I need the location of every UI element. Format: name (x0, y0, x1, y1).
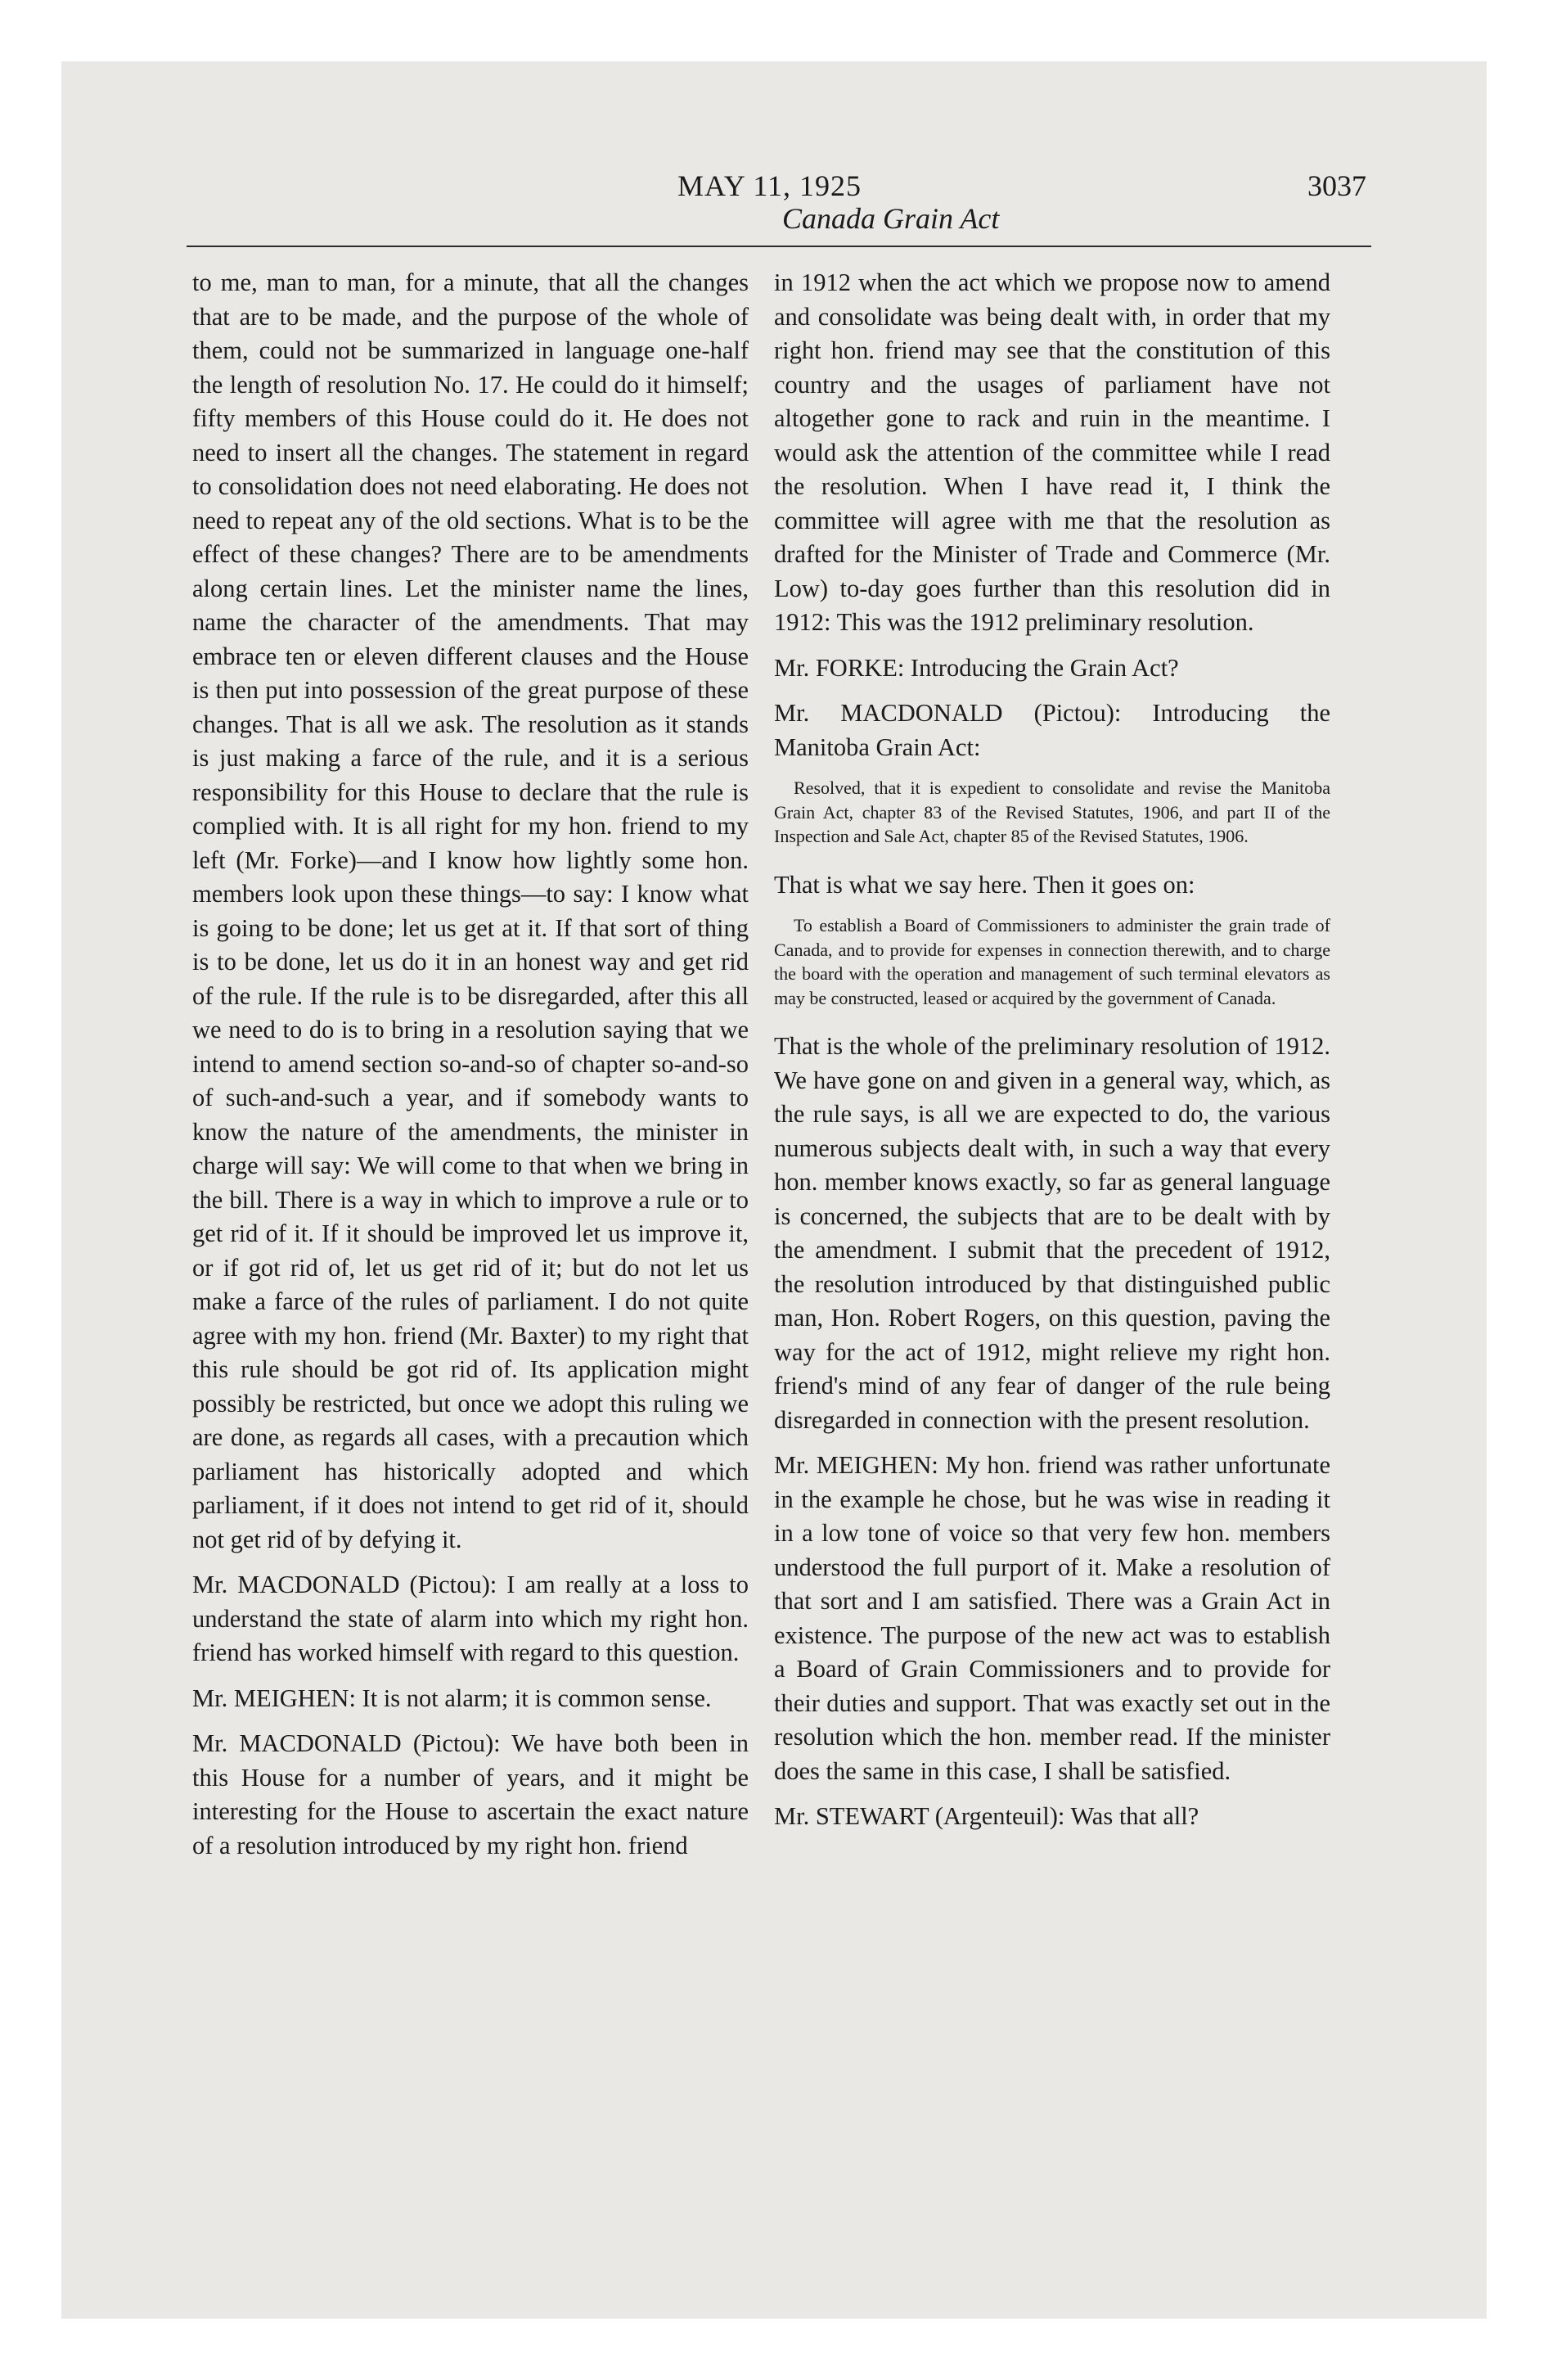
header-date: MAY 11, 1925 (677, 169, 862, 202)
paragraph: to me, man to man, for a minute, that all the changes that are to be made, and the purpose of the whole of them, could not be summarized in language one-half the length of resolution No. 17. He could do it himself; fifty members of this House could do it. He does not need to insert all the changes. The statement in regard to consolidation does not need elaborating. He does not need to repeat any of the old sections. What is to be the effect of these changes? There are to be amendments along certain lines. Let the minister name the lines, name the character of the amendments. That may embrace ten or eleven different clauses and the House is then put into possession of the great purpose of these changes. That is all we ask. The resolution as it stands is just making a farce of the rule, and it is a serious responsibility for this House to declare that the rule is complied with. It is all right for my hon. friend to my left (Mr. Forke)—and I know how lightly some hon. members look upon these things—to say: I know what is going to be done; let us get at it. If that sort of thing is to be done, let us do it in an honest way and get rid of the rule. If the rule is to be disregarded, after this all we need to do is to bring in a resolution saying that we intend to amend section so-and-so of chapter so-and-so of such-and-such a year, and if somebody wants to know the nature of the amendments, the minister in charge will say: We will come to that when we bring in the bill. There is a way in which to improve a rule or to get rid of it. If it should be improved let us improve it, or if got rid of, let us get rid of it; but do not let us make a farce of the rules of parliament. I do not quite agree with my hon. friend (Mr. Baxter) to my right that this rule should be got rid of. Its application might possibly be restricted, but once we adopt this ruling we are done, as regards all cases, with a precaution which parliament has historically adopted and which parliament, if it does not intend to get rid of it, should not get rid of by defying it. (192, 268, 749, 1553)
paragraph: in 1912 when the act which we propose now to amend and consolidate was being dealt with, in order that my right hon. friend may see that the constitution of this country and the usages of parliament have not altogether gone to rack and ruin in the meantime. I would ask the attention of the committee while I read the resolution. When I have read it, I think the committee will agree with me that the resolution as drafted for the Minister of Trade and Commerce (Mr. Low) to-day goes further than this resolution did in 1912: This was the 1912 preliminary resolution. (774, 268, 1330, 636)
paragraph: Mr. MACDONALD (Pictou): We have both been in this House for a number of years, and it might be interesting for the House to ascertain the exact nature of a resolution introduced by my right hon. friend (192, 1729, 749, 1859)
right-column (774, 266, 1330, 1846)
quoted-resolution: To establish a Board of Commissioners to administer the grain trade of Canada, and to provide for expenses in connection therewith, and to charge the board with the operation and management of such terminal elevators as may be constructed, leased or acquired by the government of Canada. (774, 915, 1330, 1008)
paragraph: Mr. FORKE: Introducing the Grain Act? (774, 653, 1179, 682)
paragraph: Mr. MACDONALD (Pictou): Introducing the Manitoba Grain Act: (774, 699, 1330, 761)
paragraph: That is what we say here. Then it goes on: (774, 870, 1195, 899)
paragraph: That is the whole of the preliminary resolution of 1912. We have gone on and given in a general way, which, as the rule says, is all we are expected to do, the various numerous subjects dealt with, in such a way that every hon. member knows exactly, so far as general language is concerned, the subjects that are to be dealt with by the amendment. I submit that the precedent of 1912, the resolution introduced by that distinguished public man, Hon. Robert Rogers, on this question, paving the way for the act of 1912, might relieve my right hon. friend's mind of any fear of danger of the rule being disregarded in connection with the present resolution. (774, 1032, 1330, 1434)
left-column (192, 266, 749, 1874)
paragraph: Mr. MACDONALD (Pictou): I am really at a loss to understand the state of alarm into which my right hon. friend has worked himself with regard to this question. (192, 1571, 749, 1666)
header-topic: Canada Grain Act (782, 202, 1000, 235)
page-number: 3037 (1307, 169, 1366, 202)
page-header (187, 160, 1371, 247)
paragraph: Mr. STEWART (Argenteuil): Was that all? (774, 1802, 1199, 1830)
quoted-resolution: Resolved, that it is expedient to consolidate and revise the Manitoba Grain Act, chapter 83 of the Revised Statutes, 1906, and part II of the Inspection and Sale Act, chapter 85 of the Revised Statutes, 1906. (774, 778, 1330, 846)
paragraph: Mr. MEIGHEN: My hon. friend was rather unfortunate in the example he chose, but he was wise in reading it in a low tone of voice so that very few hon. members understood the full purport of it. Make a resolution of that sort and I am satisfied. There was a Grain Act in existence. The purpose of the new act was to establish a Board of Grain Commissioners and to provide for their duties and support. That was exactly set out in the resolution which the hon. member read. If the minister does the same in this case, I shall be satisfied. (774, 1451, 1330, 1785)
paragraph: Mr. MEIGHEN: It is not alarm; it is common sense. (192, 1684, 712, 1712)
